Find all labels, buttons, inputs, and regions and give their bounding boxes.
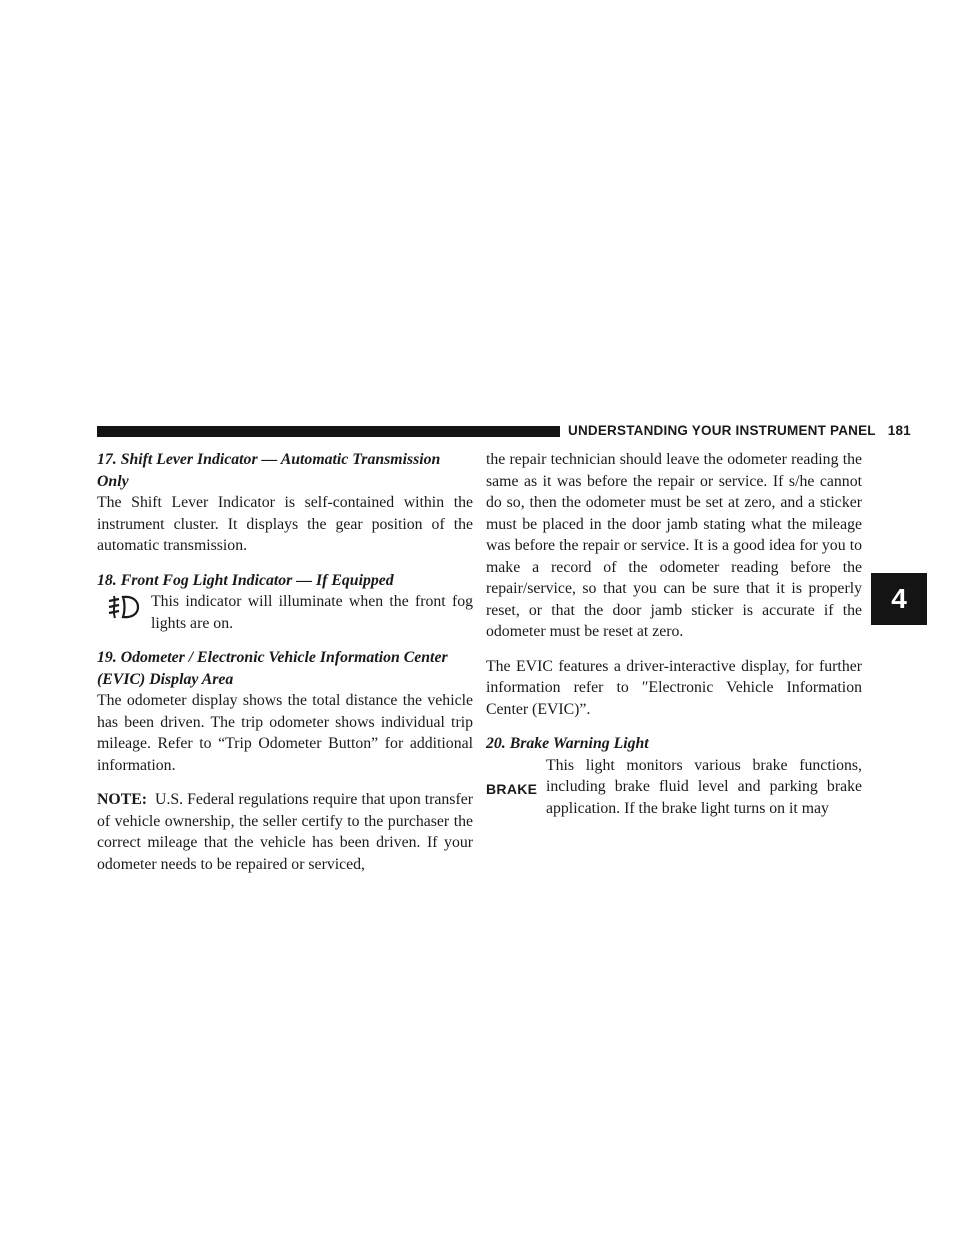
page-number: 181 (887, 423, 911, 438)
item-19-heading: 19. Odometer / Electronic Vehicle Information Center (EVIC) Display Area (97, 649, 448, 688)
item-17-body: The Shift Lever Indicator is self-contained within the instrument cluster. It displays the gear position of the automatic transmission. (97, 494, 473, 554)
item-20-heading: 20. Brake Warning Light (486, 735, 649, 752)
item-19-body: The odometer display shows the total distance the vehicle has been driven. The trip odometer shows individual trip mileage. Refer to “Trip Odometer Button” for additional information. (97, 692, 473, 774)
section-title: UNDERSTANDING YOUR INSTRUMENT PANEL (568, 423, 876, 438)
left-column (97, 449, 473, 875)
evic-paragraph: The EVIC features a driver-interactive display, for further information refer to ″Electronic Vehicle Information Center (EVIC)”. (486, 657, 862, 718)
item-20-body: This light monitors various brake functions, including brake fluid level and parking brake application. If the brake light turns on it may (546, 756, 862, 817)
right-column (486, 449, 862, 819)
item-17-heading: 17. Shift Lever Indicator — Automatic Transmission Only (97, 451, 441, 490)
note-label: NOTE: (97, 791, 148, 808)
chapter-tab: 4 (871, 573, 927, 625)
item-18-body: This indicator will illuminate when the front fog lights are on. (151, 593, 473, 632)
note-paragraph (97, 789, 473, 875)
front-fog-light-icon (107, 593, 141, 621)
brake-warning-icon: BRAKE (486, 780, 538, 797)
note-text: U.S. Federal regulations require that upon transfer of vehicle ownership, the seller certify to the purchaser the correct mileage that the vehicle has been driven. If your odometer needs to be repaired or serviced, (97, 791, 473, 873)
odometer-continuation: the repair technician should leave the odometer reading the same as it was before the repair or service. If s/he cannot do so, then the odometer must be set at zero, and a sticker must be placed in the door jamb stating what the mileage was before the repair or service. It is a good idea for you to make a record of the odometer reading before the repair/service, so that you can be sure that it is properly reset, or that the door jamb sticker is accurate if the odometer must be reset at zero. (486, 451, 862, 640)
item-18-row (97, 591, 473, 634)
running-header (560, 420, 917, 442)
item-20-row (486, 755, 862, 820)
item-18-heading: 18. Front Fog Light Indicator — If Equipped (97, 571, 394, 589)
